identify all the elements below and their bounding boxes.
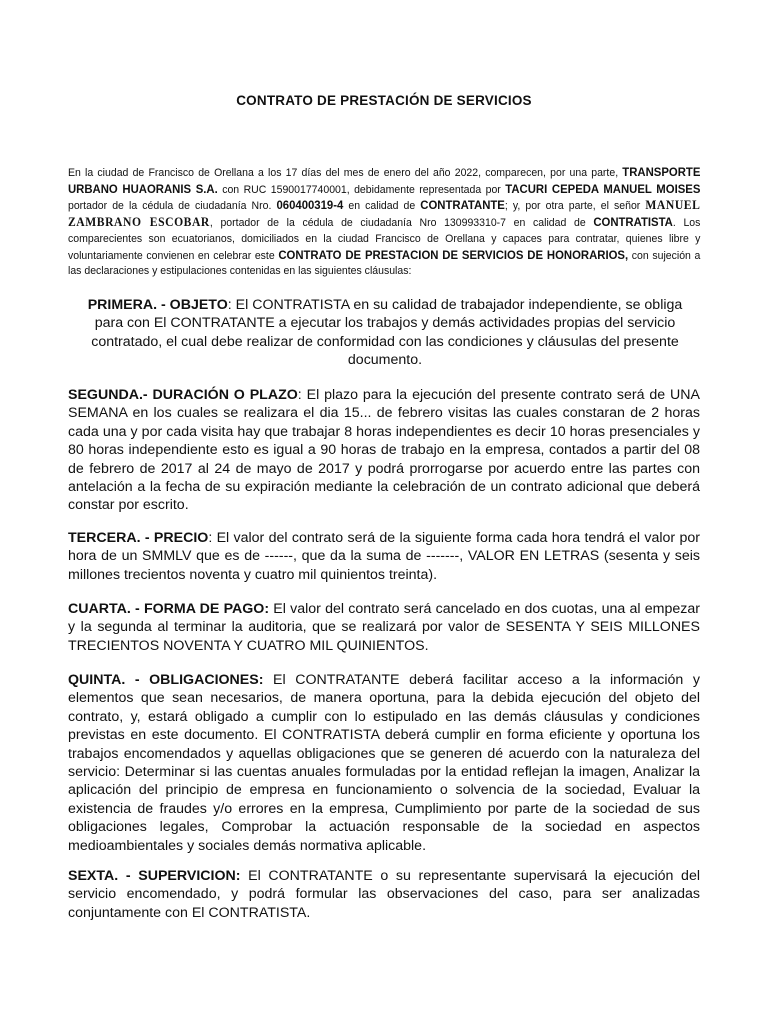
intro-text: portador de la cédula de ciudadanía Nro. xyxy=(68,200,277,213)
clause-heading: SEXTA. - SUPERVICION: xyxy=(68,868,241,884)
intro-text: , portador de la cédula de ciudadanía Nro 130993310-7 en calidad de xyxy=(209,217,594,230)
clause-heading: PRIMERA. - OBJETO xyxy=(87,297,228,313)
intro-text: ; y, por otra parte, el señor xyxy=(504,200,646,213)
document-title: CONTRATO DE PRESTACIÓN DE SERVICIOS xyxy=(236,93,532,108)
clause-heading: QUINTA. - OBLIGACIONES: xyxy=(68,672,264,688)
clause-body: : El plazo para la ejecución del presente contrato será de UNA SEMANA en los cuales se realizara el dia 15... de febrero visitas las cuales constaran de 2 horas cada una y por cada visita hay que trabajar 8 horas independientes es decir 10 horas presenciales y 80 horas independiente esto es igual a 90 horas de trabajo en la empresa, contados a partir del 08 de febrero de 2017 al 24 de mayo de 2017 y podrá prorrogarse por acuerdo entre las partes con antelación a la fecha de su expiración mediante la celebración de un contrato adicional que deberá constar por escrito. xyxy=(68,387,700,514)
clause-heading: CUARTA. - FORMA DE PAGO: xyxy=(68,601,270,617)
representative-name: TACURI CEPEDA MANUEL MOISES xyxy=(505,181,701,196)
clause-heading: TERCERA. - PRECIO xyxy=(68,530,209,546)
intro-text: con sujeción a las declaraciones y estipulaciones contenidas en las siguientes cláusulas: xyxy=(68,249,701,278)
clause-heading: SEGUNDA.- DURACIÓN O PLAZO xyxy=(68,387,298,403)
clause-sexta xyxy=(68,867,700,922)
clause-body: El valor del contrato será cancelado en dos cuotas, una al empezar y la segunda al terminar la auditoria, que se realizará por valor de SESENTA Y SEIS MILLONES TRECIENTOS NOVENTA Y CUATRO MIL QUINIENTOS. xyxy=(68,601,700,654)
role-contratista: CONTRATISTA xyxy=(593,215,673,230)
clause-cuarta xyxy=(68,600,700,655)
clause-body: El CONTRATANTE deberá facilitar acceso a la información y elementos que sean necesarios, de manera oportuna, para la debida ejecución del objeto del contrato, y, estará obligado a cumplir con lo estipulado en las demás cláusulas y condiciones previstas en este documento. El CONTRATISTA deberá cumplir en forma eficiente y oportuna los trabajos encomendados y aquellas obligaciones que se generen dé acuerdo con la naturaleza del servicio: Determinar si las cuentas anuales formuladas por la entidad reflejan la imagen, Analizar la aplicación del principio de empresa en funcionamiento o solvencia de la sociedad, Evaluar la existencia de fraudes y/o errores en la empresa, Cumplimiento por parte de la sociedad de sus obligaciones legales, Comprobar la actuación responsable de la sociedad en aspectos medioambientales y sociales demás normativa aplicable. xyxy=(68,672,700,854)
intro-text: con RUC 1590017740001, debidamente representada por xyxy=(217,183,506,196)
clause-tercera xyxy=(68,529,700,584)
clause-body: El CONTRATANTE o su representante supervisará la ejecución del servicio encomendado, y podrá formular las observaciones del caso, para ser analizadas conjuntamente con El CONTRATISTA. xyxy=(68,868,700,921)
clause-quinta xyxy=(68,671,700,855)
clause-body: : El valor del contrato será de la siguiente forma cada hora tendrá el valor por hora de un SMMLV que es de ------, que da la suma de -------, VALOR EN LETRAS (sesenta y seis millones trecientos noventa y cuatro mil quinientos treinta). xyxy=(68,530,700,583)
clause-primera xyxy=(72,296,698,370)
clause-body: : El CONTRATISTA en su calidad de trabajador independiente, se obliga para con El CONTRATANTE a ejecutar los trabajos y demás actividades propias del servicio contratado, el cual debe realizar de conformidad con las condiciones y cláusulas del presente documento. xyxy=(91,297,683,369)
clause-segunda xyxy=(68,386,700,515)
intro-text: en calidad de xyxy=(343,200,421,213)
contractor-name: MANUEL ZAMBRANO ESCOBAR xyxy=(68,198,701,230)
intro-paragraph xyxy=(68,165,700,280)
intro-text: . Los comparecientes son ecuatorianos, domiciliados en la ciudad Francisco de Orellana y capaces para contratar, quienes libre y voluntariamente convienen en celebrar este xyxy=(68,217,701,262)
contract-type: CONTRATO DE PRESTACION DE SERVICIOS DE HONORARIOS, xyxy=(278,247,629,262)
role-contratante: CONTRATANTE xyxy=(420,198,505,213)
company-name: TRANSPORTE URBANO HUAORANIS S.A. xyxy=(68,165,701,196)
intro-text: En la ciudad de Francisco de Orellana a los 17 días del mes de enero del año 2022, comparecen, por una parte, xyxy=(68,167,623,179)
representative-id: 060400319-4 xyxy=(276,198,344,213)
